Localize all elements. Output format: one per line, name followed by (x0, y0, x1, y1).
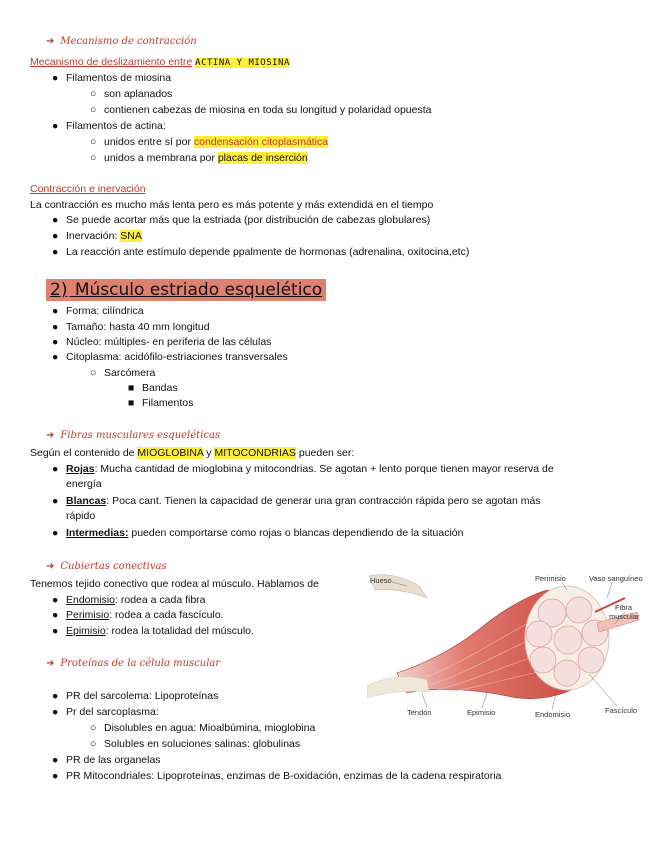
list-item: ○ Solubles en soluciones salinas: globulinas (90, 738, 301, 750)
list-item: ● Pr del sarcoplasma: (52, 706, 159, 718)
list-item: ● Forma: cilíndrica (52, 305, 144, 317)
list-item: ● Citoplasma: acidófilo-estriaciones transversales (52, 351, 288, 363)
list-item: ● PR del sarcolema: Lipoproteínas (52, 690, 219, 702)
label-fasciculo: Fascículo (605, 706, 638, 715)
list-item: ○ contienen cabezas de miosina en toda su longitud y polaridad opuesta (90, 104, 432, 116)
label-muscular: muscular (609, 612, 640, 621)
paragraph: Tenemos tejido conectivo que rodea al músculo. Hablamos de (30, 578, 319, 590)
subtitle-contraccion: Contracción e inervación (30, 183, 146, 195)
label-vaso: Vaso sanguíneo (589, 574, 643, 583)
label-perimisio: Perimisio (535, 574, 566, 583)
label-tendon: Tendón (407, 708, 432, 717)
arrow-right-icon: ➜ (46, 36, 55, 47)
list-item: ● Filamentos de miosina (52, 72, 172, 84)
list-item: ■ Filamentos (128, 397, 194, 409)
paragraph: La contracción es mucho más lenta pero es más potente y más extendida en el tiempo (30, 199, 434, 211)
heading-proteinas: ➜ Proteínas de la célula muscular (46, 658, 221, 669)
list-item: ○ unidos a membrana por placas de inserción (90, 152, 308, 164)
list-item: ● PR de las organelas (52, 754, 161, 766)
list-item: ● Endomisio: rodea a cada fibra (52, 594, 206, 606)
list-item: ● Tamaño: hasta 40 mm longitud (52, 321, 210, 333)
list-item: ● Se puede acortar más que la estriada (por distribución de cabezas globulares) (52, 214, 431, 226)
label-hueso: Hueso (370, 576, 392, 585)
muscle-anatomy-figure (367, 568, 655, 723)
list-item: ○ unidos entre sí por condensación citoplasmática (90, 136, 329, 148)
list-item: ○ son aplanados (90, 88, 173, 100)
list-item: ● Intermedias: pueden comportarse como rojas o blancas dependiendo de la situación (52, 527, 464, 539)
subtitle-deslizamiento: Mecanismo de deslizamiento entre ACTINA Y MIOSINA (30, 56, 290, 68)
list-item: ■ Bandas (128, 382, 178, 394)
list-item: ● La reacción ante estímulo depende ppalmente de hormonas (adrenalina, oxitocina,etc) (52, 246, 470, 258)
list-item: ● PR Mitocondriales: Lipoproteínas, enzimas de B-oxidación, enzimas de la cadena respiratoria (52, 770, 502, 782)
list-item: ● Filamentos de actina: (52, 120, 166, 132)
list-item: ● Epimisio: rodea la totalidad del músculo. (52, 625, 254, 637)
list-item-cont: rápido (66, 510, 96, 522)
list-item: ○ Sarcómera (90, 367, 156, 379)
section-title: 2) Músculo estriado esquelético (46, 279, 326, 301)
arrow-right-icon: ➜ (46, 658, 55, 669)
list-item: ● Blancas: Poca cant. Tienen la capacidad de generar una gran contracción rápida pero se agotan más (52, 495, 541, 507)
arrow-right-icon: ➜ (46, 430, 55, 441)
heading-mecanismo: ➜ Mecanismo de contracción (46, 36, 197, 47)
heading-cubiertas: ➜ Cubiertas conectivas (46, 561, 167, 572)
list-item-cont: energía (66, 478, 102, 490)
label-epimisio: Epimisio (467, 708, 496, 717)
label-endomisio: Endomisio (535, 710, 571, 719)
list-item: ● Inervación: SNA (52, 230, 142, 242)
list-item: ● Núcleo: múltiples- en periferia de las células (52, 336, 272, 348)
muscle-diagram (367, 568, 655, 723)
heading-fibras: ➜ Fibras musculares esqueléticas (46, 430, 221, 441)
list-item: ○ Disolubles en agua: Mioalbúmina, mioglobina (90, 722, 316, 734)
list-item: ● Rojas: Mucha cantidad de mioglobina y mitocondrias. Se agotan + lento porque tienen mayor reserva de (52, 463, 554, 475)
label-fibra: Fibra (615, 603, 633, 612)
arrow-right-icon: ➜ (46, 561, 55, 572)
paragraph: Según el contenido de MIOGLOBINA y MITOCONDRIAS pueden ser: (30, 447, 355, 459)
list-item: ● Perimisio: rodea a cada fascículo. (52, 609, 224, 621)
